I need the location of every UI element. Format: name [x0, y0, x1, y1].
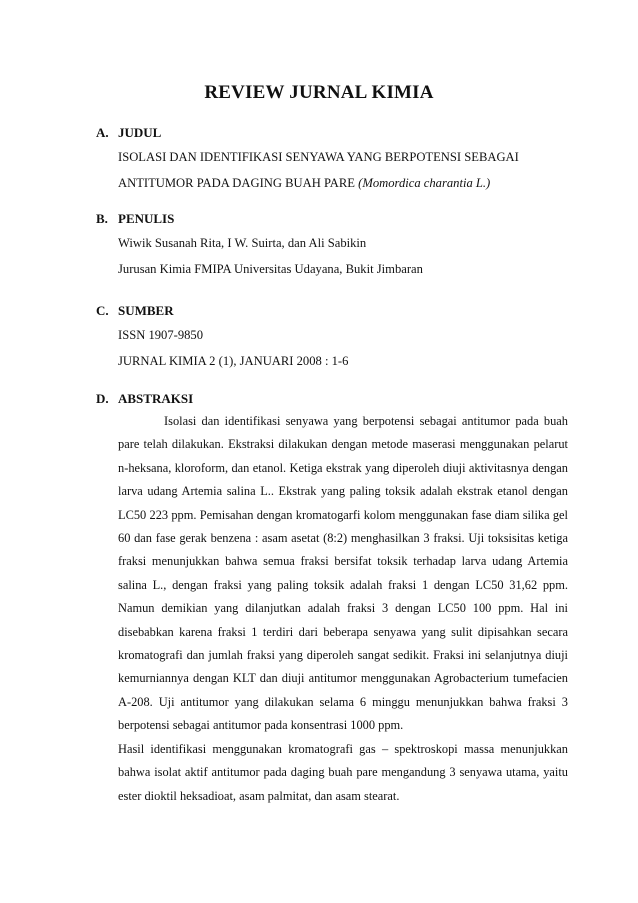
section-letter: B. — [96, 211, 108, 226]
section-label: PENULIS — [118, 211, 175, 226]
issn-line: ISSN 1907-9850 — [118, 328, 204, 342]
section-judul — [96, 122, 568, 196]
latin-name: (Momordica charantia L.) — [358, 176, 491, 190]
section-heading — [96, 300, 568, 321]
section-letter: C. — [96, 303, 109, 318]
section-heading — [96, 208, 568, 229]
section-label: SUMBER — [118, 303, 174, 318]
section-penulis — [96, 208, 568, 282]
abstract-paragraph-2: Hasil identifikasi menggunakan kromatografi gas – spektroskopi massa menunjukkan bahwa isolat aktif antitumor pada daging buah pare mengandung 3 senyawa utama, yaitu ester dioktil heksadioat, asam palmitat, dan asam stearat. — [118, 741, 568, 803]
section-letter: D. — [96, 391, 109, 406]
section-abstraksi — [96, 388, 568, 808]
section-label: JUDUL — [118, 125, 162, 140]
abstract-body — [118, 410, 568, 808]
section-label: ABSTRAKSI — [118, 391, 194, 406]
title-line-2-text: ANTITUMOR PADA DAGING BUAH PARE — [118, 176, 355, 190]
section-heading — [96, 388, 568, 409]
title-line-2 — [118, 170, 568, 196]
section-letter: A. — [96, 125, 109, 140]
journal-line: JURNAL KIMIA 2 (1), JANUARI 2008 : 1-6 — [118, 354, 349, 368]
authors-line: Wiwik Susanah Rita, I W. Suirta, dan Ali Sabikin — [118, 236, 367, 250]
document-title: REVIEW JURNAL KIMIA — [204, 82, 434, 103]
abstract-paragraph-1: Isolasi dan identifikasi senyawa yang berpotensi sebagai antitumor pada buah pare telah dilakukan. Ekstraksi dilakukan dengan metode maserasi menggunakan pelarut n-heksana, kloroform, dan etanol. Ketiga ekstrak yang diperoleh diuji aktivitasnya dengan larva udang Artemia salina L.. Ekstrak yang paling toksik adalah ekstrak etanol dengan LC50 223 ppm. Pemisahan dengan kromatogarfi kolom menggunakan fase diam silika gel 60 dan fase gerak benzena : asam asetat (8:2) menghasilkan 3 fraksi. Uji toksisitas ketiga fraksi menunjukkan bahwa semua fraksi bersifat toksik terhadap larva udang Artemia salina L., dengan fraksi yang paling toksik adalah fraksi 1 dengan LC50 31,62 ppm. Namun demikian yang dilanjutkan adalah fraksi 3 dengan LC50 100 ppm. Hal ini disebabkan karena fraksi 1 terdiri dari beberapa senyawa yang sulit dipisahkan secara kromatografi dan jumlah fraksi yang diperoleh sangat sedikit. Fraksi ini selanjutnya diuji kemurniannya dengan KLT dan diuji antitumor menggunakan Agrobacterium tumefacien A-208. Uji antitumor yang dilakukan selama 6 minggu menunjukkan bahwa fraksi 3 berpotensi sebagai antitumor pada konsentrasi 1000 ppm. — [118, 414, 568, 733]
title-line-1: ISOLASI DAN IDENTIFIKASI SENYAWA YANG BERPOTENSI SEBAGAI — [118, 150, 519, 164]
affiliation-line: Jurusan Kimia FMIPA Universitas Udayana, Bukit Jimbaran — [118, 262, 423, 276]
section-heading — [96, 122, 568, 143]
section-sumber — [96, 300, 568, 374]
